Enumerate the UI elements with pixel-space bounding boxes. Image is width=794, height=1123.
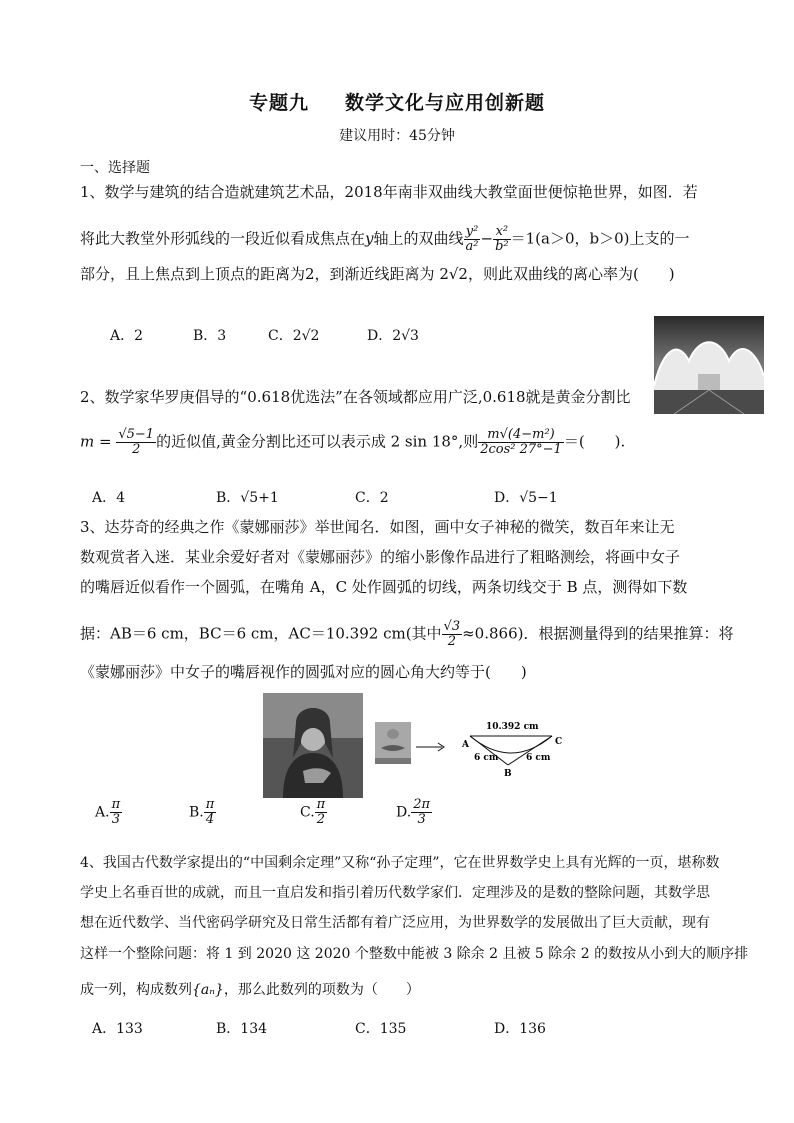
q2-option-d: D．√5−1 [494,490,558,506]
q3-line5: 《蒙娜丽莎》中女子的嘴唇视作的圆弧对应的圆心角大约等于( ) [80,663,527,681]
diagram-right-label: 6 cm [526,753,551,763]
q3-option-d: D. $\frac{2\pi}{3}$ [396,797,431,827]
q1-var-y: y [365,229,374,248]
diagram-top-label: 10.392 cm [486,722,539,732]
q4-option-b: B．134 [216,1021,268,1037]
q4-line2: 学史上名垂百世的成就，而且一直启发和指引着历代数学家们．定理涉及的是数的整除问题，其数学思 [80,885,710,901]
arrow-icon [416,737,446,747]
q1-frac-x: $\frac{\text{x²}}{\text{b²}}$ [495,224,509,254]
q1-option-a: A．2 [110,328,144,344]
q4-line5-text2: ，那么此数列的项数为（ ） [223,982,420,998]
q1-option-d: D．2√3 [367,328,419,344]
q4-line3: 想在近代数学、当代密码学研究及日常生活都有着广泛应用，为世界数学的发展做出了巨大贡献，现有 [80,915,710,931]
q2-frac-m: $\frac{√5-1}{2}$ [118,427,155,457]
q3-line1: 3、达芬奇的经典之作《蒙娜丽莎》举世闻名．如图，画中女子神秘的微笑，数百年来让无 [80,518,675,536]
q4-line4: 这样一个整除问题：将 1 到 2020 这 2020 个整数中能被 3 除余 2 且被 5 除余 2 的数按从小到大的顺序排 [80,946,749,962]
diagram-point-b: B [504,769,512,779]
page-title [0,88,794,115]
q2-line2-text2: ＝( ). [563,432,626,451]
q2-line1: 2、数学家华罗庚倡导的“0.618优选法”在各领域都应用广泛,0.618就是黄金分割比 [80,388,631,406]
diagram-point-a: A [462,740,469,750]
q4-line1: 4、我国古代数学家提出的“中国剩余定理”又称“孙子定理”，它在世界数学史上具有光辉的一页，堪称数 [80,855,720,871]
q1-line2: 将此大教堂外形弧线的一段近似看成焦点在y轴上的双曲线 $\frac{\text{y²}}{\text{a²}}$ − $\frac{\text{x²}}{\text{b²}}$ ＝1(a＞0，b＞0)上支的一 [80,224,690,254]
q1-line2-text: 将此大教堂外形弧线的一段近似看成焦点在 [80,229,366,248]
suggested-time: 建议用时：45分钟 [339,128,455,144]
q2-option-a: A．4 [92,490,126,506]
q1-frac-y: $\frac{\text{y²}}{\text{a²}}$ [465,224,479,254]
q1-option-c: C．2√2 [268,328,320,344]
q3-option-b: B. $\frac{\pi}{4}$ [189,797,215,827]
q4-option-d: D．136 [494,1021,546,1037]
q2-option-c: C．2 [355,490,389,506]
q3-line2: 数观赏者入迷．某业余爱好者对《蒙娜丽莎》的缩小影像作品进行了粗略测绘，将画中女子 [80,548,681,566]
q4-option-c: C．135 [355,1021,407,1037]
mouth-closeup-image [375,722,411,764]
q2-line2: m = $\frac{√5-1}{2}$ 的近似值,黄金分割比还可以表示成 2 sin 18°,则 $\frac{\text{m√(4−m²)}}{\text{2cos² 27°−1}}$ ＝( ). [80,427,626,457]
q3-line4 [80,620,733,649]
q3-line4-text2: ≈0.866)．根据测量得到的结果推算：将 [462,624,734,643]
q2-frac-expression: $\frac{\text{m√(4−m²)}}{\text{2cos² 27°−1}}$ [480,427,562,457]
q3-line3: 的嘴唇近似看作一个圆弧，在嘴角 A，C 处作圆弧的切线，两条切线交于 B 点，测得如下数 [80,578,688,596]
title-part-2: 数学文化与应用创新题 [345,92,546,114]
q1-line3: 部分，且上焦点到上顶点的距离为2，到渐近线距离为 2√2，则此双曲线的离心率为( ) [80,265,675,283]
q1-option-b: B．3 [193,328,227,344]
section-heading: 一、选择题 [80,160,150,176]
q4-option-a: A．133 [92,1021,143,1037]
diagram-point-c: C [555,737,563,747]
q1-line2-text2: 轴上的双曲线 [373,229,464,248]
q4-sequence: {aₙ} [192,982,224,998]
q3-line4-text: 据：AB＝6 cm，BC＝6 cm，AC＝10.392 cm(其中 [80,624,442,643]
q2-line2-text: 的近似值,黄金分割比还可以表示成 2 sin 18°,则 [156,432,479,451]
q4-line5 [80,980,420,1000]
arc-tangent-diagram [456,715,566,783]
q3-frac-sqrt3: $\frac{√3}{2}$ [443,619,461,649]
cathedral-image [654,316,764,414]
diagram-left-label: 6 cm [474,753,499,763]
mona-lisa-image [263,693,363,798]
q4-line5-text: 成一列，构成数列 [80,982,192,998]
q3-option-c: C. $\frac{\pi}{2}$ [300,797,326,827]
q1-line1: 1、数学与建筑的结合造就建筑艺术品，2018年南非双曲线大教堂面世便惊艳世界，如图．若 [80,183,698,201]
q3-option-a: A. $\frac{\pi}{3}$ [95,797,121,827]
title-part-1: 专题九 [248,92,309,114]
q1-eq-tail: ＝1(a＞0，b＞0)上支的一 [510,229,690,248]
q2-option-b: B．√5+1 [216,490,279,506]
